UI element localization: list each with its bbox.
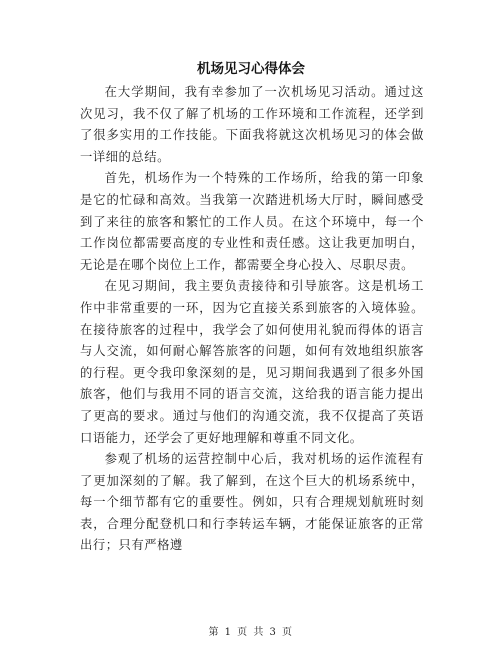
document-title: 机场见习心得体会 xyxy=(197,61,305,77)
paragraph-intro: 在大学期间，我有幸参加了一次机场见习活动。通过这次见习，我不仅了解了机场的工作环境和工作流程，还学到了很多实用的工作技能。下面我将就这次机场见习的体会做一详细的总结。 xyxy=(80,85,424,164)
page-number-footer: 第 1 页 共 3 页 xyxy=(208,627,294,638)
paragraph-first-impression: 首先，机场作为一个特殊的工作场所，给我的第一印象是它的忙碌和高效。当我第一次踏进机场大厅时，瞬间感受到了来往的旅客和繁忙的工作人员。在这个环境中，每一个工作岗位都需要高度的专业性和责任感。这让我更加明白，无论是在哪个岗位上工作，都需要全身心投入、尽职尽责。 xyxy=(80,171,424,272)
document-body xyxy=(80,82,424,557)
paragraph-control-center: 参观了机场的运营控制中心后，我对机场的运作流程有了更加深刻的了解。我了解到，在这个巨大的机场系统中，每一个细节都有它的重要性。例如，只有合理规划航班时刻表，合理分配登机口和行李转运车辆，才能保证旅客的正常出行；只有严格遵 xyxy=(80,452,424,553)
paragraph-reception-duty: 在见习期间，我主要负责接待和引导旅客。这是机场工作中非常重要的一环，因为它直接关系到旅客的入境体验。在接待旅客的过程中，我学会了如何使用礼貌而得体的语言与人交流，如何耐心解答旅客的问题，如何有效地组织旅客的行程。更令我印象深刻的是，见习期间我遇到了很多外国旅客，他们与我用不同的语言交流，这给我的语言能力提出了更高的要求。通过与他们的沟通交流，我不仅提高了英语口语能力，还学会了更好地理解和尊重不同文化。 xyxy=(80,279,424,445)
